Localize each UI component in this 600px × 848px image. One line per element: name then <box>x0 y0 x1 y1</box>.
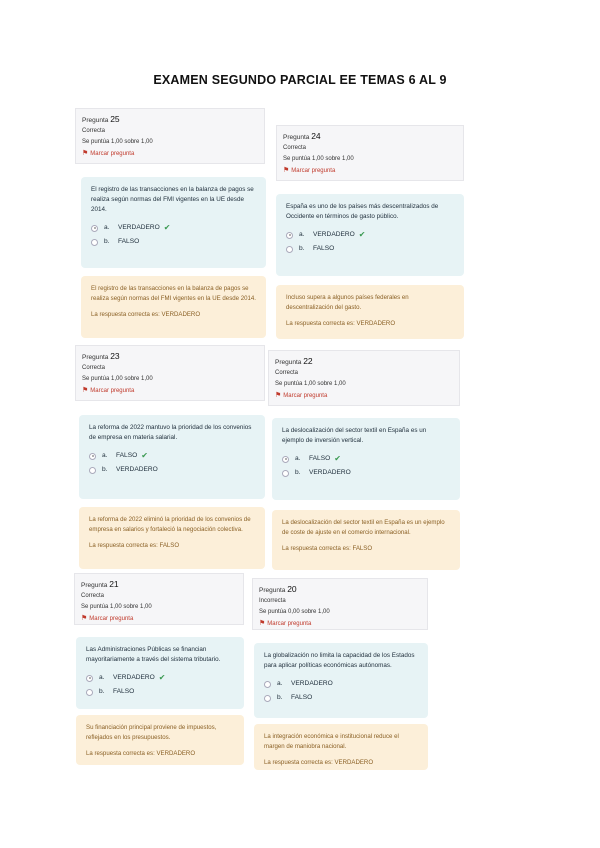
flag-question-button[interactable]: ⚑ Marcar pregunta <box>275 392 328 399</box>
question-info-21: Pregunta 21 Correcta Se puntúa 1,00 sobre 1,00 ⚑ Marcar pregunta <box>74 573 244 625</box>
question-text: El registro de las transacciones en la balanza de pagos se realiza según normas del FMI vigentes en la UE desde 2014. <box>91 186 254 213</box>
flag-question-button[interactable]: ⚑ Marcar pregunta <box>81 615 134 622</box>
question-info-22: Pregunta 22 Correcta Se puntúa 1,00 sobre 1,00 ⚑ Marcar pregunta <box>268 350 460 406</box>
question-number: 22 <box>303 356 313 366</box>
radio-selected[interactable] <box>91 225 98 232</box>
radio[interactable] <box>264 695 271 702</box>
question-text-box-25 <box>81 177 266 268</box>
question-number: 21 <box>109 579 119 589</box>
radio-selected[interactable] <box>282 456 289 463</box>
option-b[interactable]: b. FALSO <box>86 687 234 697</box>
check-icon: ✔ <box>334 454 341 463</box>
flag-question-button[interactable]: ⚑ Marcar pregunta <box>82 387 135 394</box>
flag-question-button[interactable]: ⚑ Marcar pregunta <box>82 150 135 157</box>
question-score: Se puntúa 1,00 sobre 1,00 <box>275 381 346 387</box>
question-score: Se puntúa 0,00 sobre 1,00 <box>259 609 330 615</box>
flag-icon: ⚑ <box>275 392 282 399</box>
radio[interactable] <box>91 239 98 246</box>
question-score: Se puntúa 1,00 sobre 1,00 <box>283 156 354 162</box>
question-score: Se puntúa 1,00 sobre 1,00 <box>81 604 152 610</box>
flag-icon: ⚑ <box>82 387 89 394</box>
correct-answer: La respuesta correcta es: VERDADERO <box>264 759 374 766</box>
question-text: Las Administraciones Públicas se financian mayoritariamente a través del sistema tributario. <box>86 646 221 663</box>
option-b[interactable]: b. FALSO <box>286 244 454 254</box>
feedback-text: La integración económica e institucional reduce el margen de maniobra nacional. <box>264 733 399 750</box>
question-text-box-20 <box>254 643 428 718</box>
option-a[interactable]: a. FALSO ✔ <box>89 451 255 461</box>
feedback-text: La deslocalización del sector textil en España es un ejemplo de coste de ajuste en el comercio internacional. <box>282 519 445 536</box>
feedback-box-24 <box>276 285 464 339</box>
question-text-box-24 <box>276 194 464 276</box>
radio-selected[interactable] <box>86 675 93 682</box>
correct-answer: La respuesta correcta es: VERDADERO <box>91 311 201 318</box>
feedback-box-22 <box>272 510 460 570</box>
radio[interactable] <box>264 681 271 688</box>
question-text-box-22 <box>272 418 460 500</box>
check-icon: ✔ <box>158 673 166 682</box>
feedback-text: El registro de las transacciones en la balanza de pagos se realiza según normas del FMI vigentes en la UE desde 2014. <box>91 285 256 302</box>
question-text-box-23 <box>79 415 265 499</box>
question-info-23: Pregunta 23 Correcta Se puntúa 1,00 sobre 1,00 ⚑ Marcar pregunta <box>75 345 265 401</box>
radio[interactable] <box>282 470 289 477</box>
question-number: 20 <box>287 584 297 594</box>
correct-answer: La respuesta correcta es: VERDADERO <box>286 320 396 327</box>
question-number: 25 <box>110 114 120 124</box>
question-text: España es uno de los países más descentralizados de Occidente en términos de gasto público. <box>286 203 439 220</box>
question-text: La globalización no limita la capacidad de los Estados para aplicar políticas económicas autónomas. <box>264 652 415 669</box>
question-info-20: Pregunta 20 Incorrecta Se puntúa 0,00 sobre 1,00 ⚑ Marcar pregunta <box>252 578 428 630</box>
question-score: Se puntúa 1,00 sobre 1,00 <box>82 139 153 145</box>
option-a[interactable]: a. VERDADERO <box>264 679 418 689</box>
option-a[interactable]: a. VERDADERO ✔ <box>286 230 454 240</box>
question-status: Correcta <box>82 128 106 134</box>
feedback-text: Su financiación principal proviene de impuestos, reflejados en los presupuestos. <box>86 724 217 741</box>
check-icon: ✔ <box>358 230 366 239</box>
check-icon: ✔ <box>141 451 148 460</box>
check-icon: ✔ <box>163 223 171 232</box>
option-b[interactable]: b. FALSO <box>264 693 418 703</box>
radio-selected[interactable] <box>286 232 293 239</box>
question-status: Incorrecta <box>259 598 286 604</box>
option-a[interactable]: a. FALSO ✔ <box>282 454 450 464</box>
question-number: 24 <box>311 131 321 141</box>
feedback-box-20 <box>254 724 428 770</box>
question-status: Correcta <box>275 370 299 376</box>
feedback-text: La reforma de 2022 eliminó la prioridad de los convenios de empresa en salarios y fortaleció la negociación colectiva. <box>89 516 251 533</box>
question-status: Correcta <box>81 593 105 599</box>
question-score: Se puntúa 1,00 sobre 1,00 <box>82 376 153 382</box>
option-a[interactable]: a. VERDADERO ✔ <box>91 223 256 233</box>
question-status: Correcta <box>283 145 307 151</box>
flag-icon: ⚑ <box>259 620 266 627</box>
option-b[interactable]: b. VERDADERO <box>282 468 450 478</box>
question-text-box-21 <box>76 637 244 709</box>
option-a[interactable]: a. VERDADERO ✔ <box>86 673 234 683</box>
feedback-box-25 <box>81 276 266 338</box>
flag-icon: ⚑ <box>82 150 89 157</box>
flag-icon: ⚑ <box>81 615 88 622</box>
question-text: La reforma de 2022 mantuvo la prioridad de los convenios de empresa en materia salarial. <box>89 424 252 441</box>
radio-selected[interactable] <box>89 453 96 460</box>
page-title: EXAMEN SEGUNDO PARCIAL EE TEMAS 6 AL 9 <box>153 73 447 87</box>
flag-question-button[interactable]: ⚑ Marcar pregunta <box>259 620 312 627</box>
flag-icon: ⚑ <box>283 167 290 174</box>
radio[interactable] <box>89 467 96 474</box>
flag-question-button[interactable]: ⚑ Marcar pregunta <box>283 167 336 174</box>
radio[interactable] <box>86 689 93 696</box>
radio[interactable] <box>286 246 293 253</box>
question-info-25: Pregunta 25 Correcta Se puntúa 1,00 sobre 1,00 ⚑ Marcar pregunta <box>75 108 265 164</box>
feedback-box-21 <box>76 715 244 765</box>
option-b[interactable]: b. VERDADERO <box>89 465 255 475</box>
question-text: La deslocalización del sector textil en España es un ejemplo de inversión vertical. <box>282 427 427 444</box>
question-status: Correcta <box>82 365 106 371</box>
correct-answer: La respuesta correcta es: FALSO <box>89 542 180 549</box>
question-number: 23 <box>110 351 120 361</box>
option-b[interactable]: b. FALSO <box>91 237 256 247</box>
correct-answer: La respuesta correcta es: VERDADERO <box>86 750 196 757</box>
correct-answer: La respuesta correcta es: FALSO <box>282 545 373 552</box>
feedback-text: Incluso supera a algunos países federales en descentralización del gasto. <box>286 294 409 311</box>
feedback-box-23 <box>79 507 265 569</box>
question-info-24: Pregunta 24 Correcta Se puntúa 1,00 sobre 1,00 ⚑ Marcar pregunta <box>276 125 464 181</box>
